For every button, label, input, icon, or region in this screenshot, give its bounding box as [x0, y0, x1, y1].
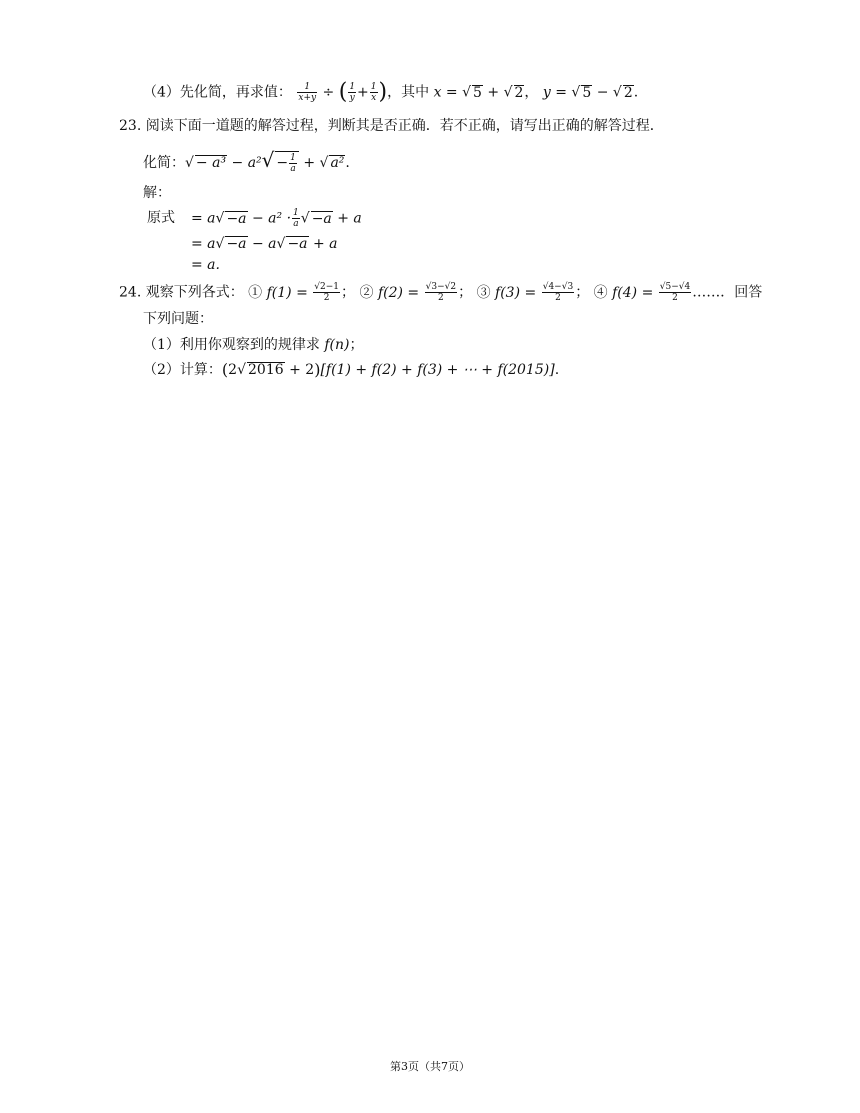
q23-expression: 化简：√ − a³ − a²√ − $\frac{1}{a}$ + √ a². — [143, 148, 350, 174]
q23-step2: = a√ −a − a√ −a + a — [191, 236, 338, 252]
q24-sub2: （2）计算：(2√ 2016 + 2)[f(1) + f(2) + f(3) + ⋯ + f(2015)]. — [143, 360, 560, 379]
q4-fraction: $\frac{1}{x+y}$ — [298, 82, 317, 103]
q23-step3: = a. — [191, 257, 220, 273]
q24-line2: 下列问题： — [143, 311, 213, 327]
q4-plus: + — [357, 84, 369, 101]
q24-item-2: ② f(2) = $\frac{√3-√2}{2}$ — [359, 282, 457, 303]
page-footer: 第3页（共7页） — [390, 1060, 470, 1073]
q4-x-eq: x = — [433, 84, 463, 101]
q4-line: （4）先化简，再求值： $\frac{1}{x+y}$ ÷ ( $\frac{1}{y}$ + $\frac{1}{x}$ )，其中 x = √ 5 + √ 2， y = √ 5 − √ 2. — [143, 79, 639, 105]
q24-item-3: ③ f(3) = $\frac{√4-√3}{2}$ — [476, 282, 574, 303]
q24-line1: 24. 观察下列各式： ① f(1) = $\frac{√2-1}{2}$ ； ② f(2) = $\frac{√3-√2}{2}$ ； ③ f(3) = $\frac{√4-√3}{2}$ ； ④ f(4) = $\frac{√5-√4}{2}$ ……．回答 — [119, 282, 763, 303]
q23-orig-label: 原式 — [147, 210, 175, 226]
q4-lparen: ( — [338, 79, 348, 105]
q23-solution-label: 解： — [143, 185, 171, 201]
q4-x-r2: 2 — [514, 84, 524, 101]
q23-title: 23. 阅读下面一道题的解答过程，判断其是否正确．若不正确，请写出正确的解答过程． — [119, 118, 664, 134]
q4-inner-a: $\frac{1}{y}$ — [349, 82, 356, 103]
q4-y-eq: y = — [542, 84, 572, 101]
q24-item-4: ④ f(4) = $\frac{√5-√4}{2}$ — [593, 282, 691, 303]
q24-item-1: ① f(1) = $\frac{√2-1}{2}$ — [248, 282, 340, 303]
q4-rparen: ) — [378, 79, 388, 105]
q4-y-r1: 5 — [582, 84, 592, 101]
q4-inner-b: $\frac{1}{x}$ — [370, 82, 377, 103]
q24-sub1: （1）利用你观察到的规律求 f(n)； — [143, 337, 364, 353]
q4-x-r1: 5 — [473, 84, 482, 101]
q4-where: ，其中 — [387, 84, 430, 101]
q23-step1: = a√ −a − a² · $\frac{1}{a}$ √ −a + a — [191, 208, 362, 229]
q4-div: ÷ — [322, 84, 335, 101]
q4-prefix: （4）先化简，再求值： — [143, 84, 292, 101]
q4-y-r2: 2 — [623, 84, 633, 101]
